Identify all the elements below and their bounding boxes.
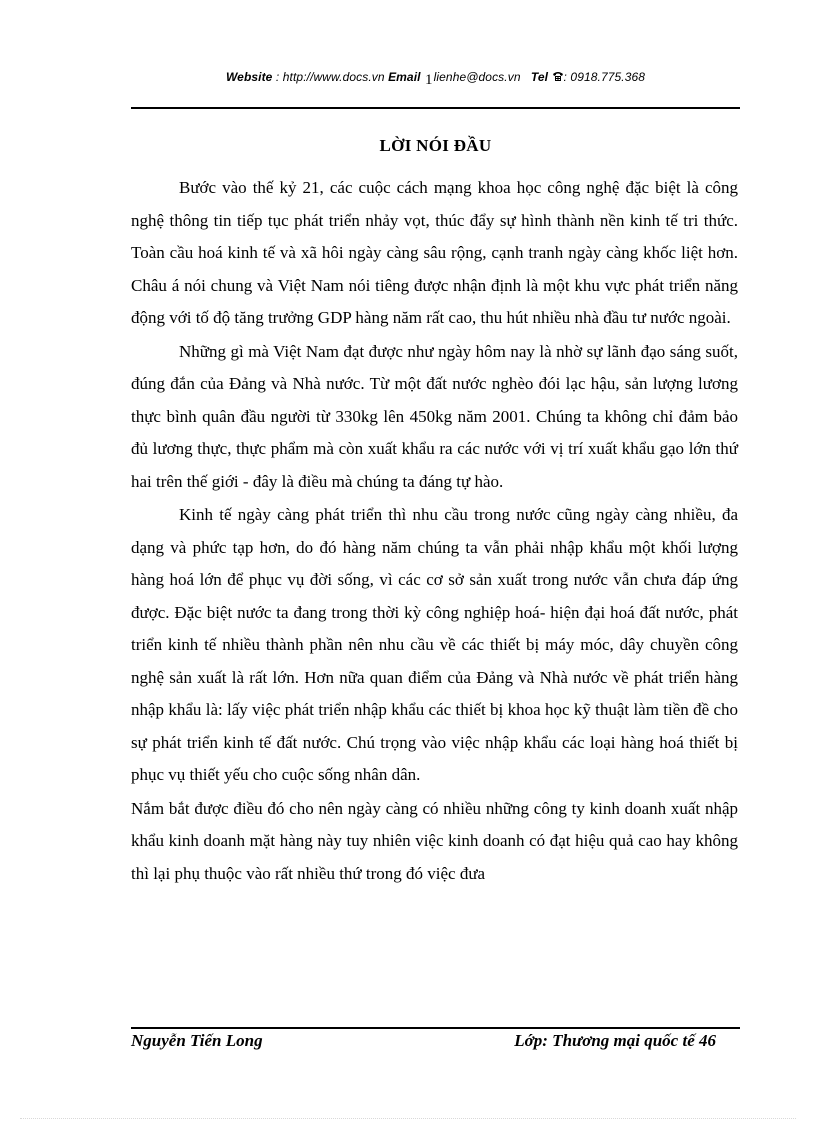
footer-rule	[131, 1027, 740, 1029]
email-label: Email	[388, 70, 421, 84]
page-header	[131, 70, 740, 89]
paragraph-1: Bước vào thế kỷ 21, các cuộc cách mạng khoa học công nghệ đặc biệt là công nghệ thông tin tiếp tục phát triển nhảy vọt, thúc đẩy sự hình thành nền kinh tế tri thức. Toàn cầu hoá kinh tế và xã hôi ngày càng sâu rộng, cạnh tranh ngày càng khốc liệt hơn. Châu á nói chung và Việt Nam nói tiêng được nhận định là một khu vực phát triển năng động với tố độ tăng trưởng GDP hàng năm rất cao, thu hút nhiều nhà đầu tư nước ngoài.	[131, 178, 738, 327]
page-number: 1	[425, 72, 433, 88]
phone-number: : 0918.775.368	[563, 70, 646, 84]
website-url[interactable]: http://www.docs.vn	[282, 70, 385, 84]
paragraph-2: Những gì mà Việt Nam đạt được như ngày hôm nay là nhờ sự lãnh đạo sáng suốt, đúng đắn của Đảng và Nhà nước. Từ một đất nước nghèo đói lạc hậu, sản lượng lương thực bình quân đầu người từ 330kg lên 450kg năm 2001. Chúng ta không chỉ đảm bảo đủ lương thực, thực phẩm mà còn xuất khẩu ra các nước với vị trí xuất khẩu gạo lớn thứ hai trên thế giới - đây là điều mà chúng ta đáng tự hào.	[131, 341, 738, 491]
document-body	[131, 172, 738, 891]
footer-class: Lớp: Thương mại quốc tế 46	[514, 1031, 716, 1050]
email-address[interactable]: lienhe@docs.vn	[433, 70, 521, 84]
page-edge-dots	[20, 1118, 796, 1119]
tel-label: Tel	[530, 70, 549, 84]
header-rule	[131, 107, 740, 109]
website-label: Website	[225, 70, 273, 84]
website-sep: :	[272, 70, 283, 84]
page-footer	[131, 1031, 716, 1051]
document-title: LỜI NÓI ĐẦU	[379, 136, 492, 155]
phone-icon	[552, 71, 564, 82]
paragraph-3: Kinh tế ngày càng phát triển thì nhu cầu trong nước cũng ngày càng nhiều, đa dạng và phức tạp hơn, do đó hàng năm chúng ta vẫn phải nhập khẩu một khối lượng hàng hoá lớn để phục vụ đời sống, vì các cơ sở sản xuất trong nước vẫn chưa đáp ứng được. Đặc biệt nước ta đang trong thời kỳ công nghiệp hoá- hiện đại hoá đất nước, phát triển kinh tế nhiều thành phần nên nhu cầu về các thiết bị máy móc, dây chuyền công nghệ sản xuất là rất lớn. Hơn nữa quan điểm của Đảng và Nhà nước về phát triển hàng nhập khẩu là: lấy việc phát triển nhập khẩu các thiết bị khoa học kỹ thuật làm tiền đề cho sự phát triển kinh tế đất nước. Chú trọng vào việc nhập khẩu các loại hàng hoá thiết bị phục vụ thiết yếu cho cuộc sống nhân dân.	[131, 505, 738, 784]
footer-author: Nguyễn Tiến Long	[131, 1031, 263, 1050]
paragraph-4: Nắm bắt được điều đó cho nên ngày càng có nhiều những công ty kinh doanh xuất nhập khẩu kinh doanh mặt hàng này tuy nhiên việc kinh doanh có đạt hiệu quả cao hay không thì lại phụ thuộc vào rất nhiều thứ trong đó việc đưa	[131, 798, 738, 883]
